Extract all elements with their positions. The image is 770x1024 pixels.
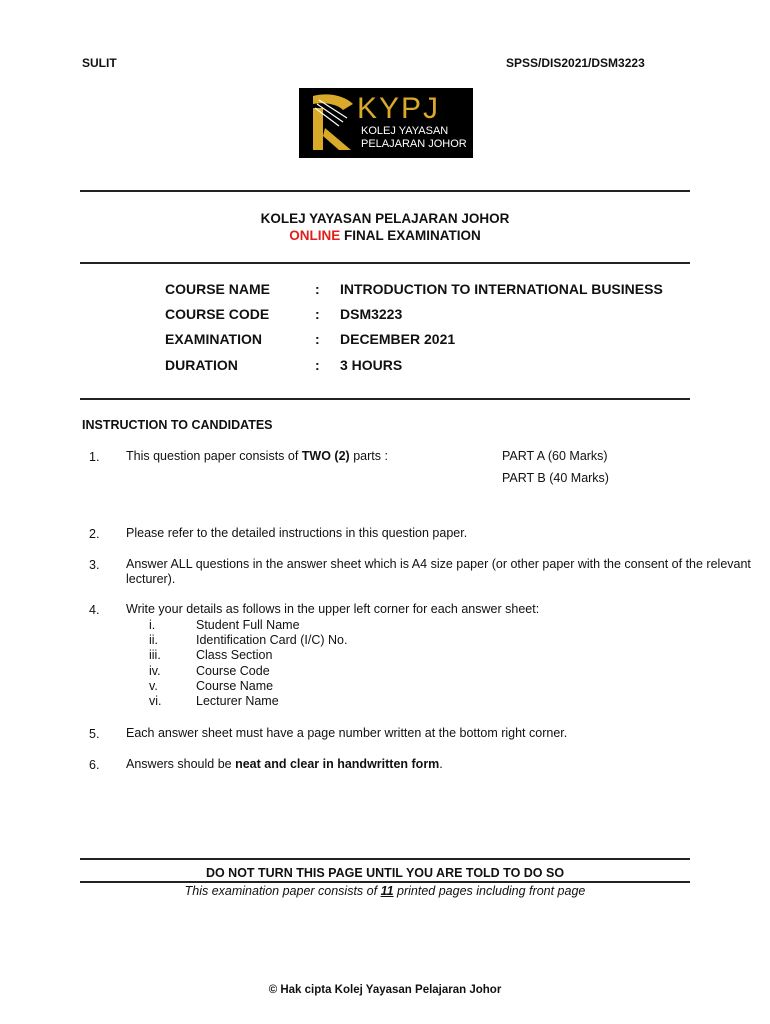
course-info-separator: : — [315, 331, 320, 347]
title-top-rule — [80, 190, 690, 192]
course-info-value: DECEMBER 2021 — [340, 331, 456, 347]
course-info-label: EXAMINATION — [165, 331, 262, 347]
instruction-text: Each answer sheet must have a page number written at the bottom right corner. — [126, 726, 568, 740]
sub-item-numeral: ii. — [149, 633, 159, 647]
logo-line-1: KOLEJ YAYASAN — [361, 125, 449, 137]
part-b-marks: PART B (40 Marks) — [502, 471, 609, 485]
sub-item-text: Course Name — [196, 679, 274, 693]
instruction-number: 2. — [89, 527, 100, 541]
sub-item-numeral: iv. — [149, 664, 161, 678]
page-count-note — [0, 884, 770, 898]
footer-warning: DO NOT TURN THIS PAGE UNTIL YOU ARE TOLD TO DO SO — [205, 866, 565, 880]
sub-item-numeral: i. — [149, 618, 156, 632]
institution-name: KOLEJ YAYASAN PELAJARAN JOHOR — [260, 211, 510, 226]
document-code: SPSS/DIS2021/DSM3223 — [506, 56, 645, 70]
instruction-text-bold: neat and clear in handwritten form — [235, 757, 440, 771]
instruction-text-post: parts : — [349, 449, 388, 463]
footer-top-rule — [80, 858, 690, 860]
sub-item-text: Class Section — [196, 648, 273, 662]
part-a-marks: PART A (60 Marks) — [502, 449, 608, 463]
instruction-text: Please refer to the detailed instructions in this question paper. — [126, 526, 468, 540]
copyright-notice: © Hak cipta Kolej Yayasan Pelajaran Johor — [268, 984, 502, 996]
instruction-text — [126, 449, 751, 464]
page-count-pre: This examination paper consists of — [184, 884, 381, 898]
page-count-number: 11 — [380, 884, 394, 898]
course-info-label: DURATION — [165, 357, 238, 373]
instruction-text-post: . — [439, 757, 443, 771]
footer-middle-rule — [80, 881, 690, 883]
course-info-row — [0, 281, 770, 301]
instruction-text-bold: TWO (2) — [301, 449, 350, 463]
instruction-number: 5. — [89, 727, 100, 741]
logo-line-2: PELAJARAN JOHOR — [361, 138, 467, 150]
sub-item-text: Identification Card (I/C) No. — [196, 633, 348, 647]
course-info-value: INTRODUCTION TO INTERNATIONAL BUSINESS — [340, 281, 663, 297]
exam-title — [0, 228, 770, 243]
sub-item-text: Course Code — [196, 664, 270, 678]
page-count-post: printed pages including front page — [393, 884, 586, 898]
instruction-number: 3. — [89, 558, 100, 572]
exam-mode: ONLINE — [289, 228, 341, 243]
sub-item-text: Lecturer Name — [196, 694, 279, 708]
sub-item-text: Student Full Name — [196, 618, 300, 632]
title-bottom-rule — [80, 262, 690, 264]
course-info-value: 3 HOURS — [340, 357, 403, 373]
course-info-label: COURSE CODE — [165, 306, 270, 322]
kypj-logo-graphic — [299, 88, 473, 158]
instruction-text — [126, 757, 751, 772]
instruction-text-pre: This question paper consists of — [126, 449, 302, 463]
exam-type: FINAL EXAMINATION — [344, 228, 481, 243]
instruction-number: 4. — [89, 603, 100, 617]
course-info-row — [0, 306, 770, 326]
course-info-row — [0, 331, 770, 351]
instruction-text: Write your details as follows in the upper left corner for each answer sheet: — [126, 602, 540, 616]
course-info-value: DSM3223 — [340, 306, 403, 322]
course-info-separator: : — [315, 357, 320, 373]
course-info-label: COURSE NAME — [165, 281, 271, 297]
kypj-logo — [299, 88, 473, 158]
instruction-number: 1. — [89, 450, 100, 464]
logo-brand: KYPJ — [357, 92, 441, 125]
instruction-text-pre: Answers should be — [126, 757, 236, 771]
instruction-number: 6. — [89, 758, 100, 772]
instruction-text: Answer ALL questions in the answer sheet which is A4 size paper (or other paper with the consent of the relevant lecturer). — [126, 557, 751, 586]
course-info-separator: : — [315, 306, 320, 322]
classification-label: SULIT — [82, 56, 117, 70]
sub-item-numeral: iii. — [149, 648, 161, 662]
course-info-row — [0, 357, 770, 377]
course-info-separator: : — [315, 281, 320, 297]
sub-item-numeral: vi. — [149, 694, 162, 708]
sub-item-numeral: v. — [149, 679, 158, 693]
instructions-heading: INSTRUCTION TO CANDIDATES — [82, 418, 273, 432]
info-bottom-rule — [80, 398, 690, 400]
